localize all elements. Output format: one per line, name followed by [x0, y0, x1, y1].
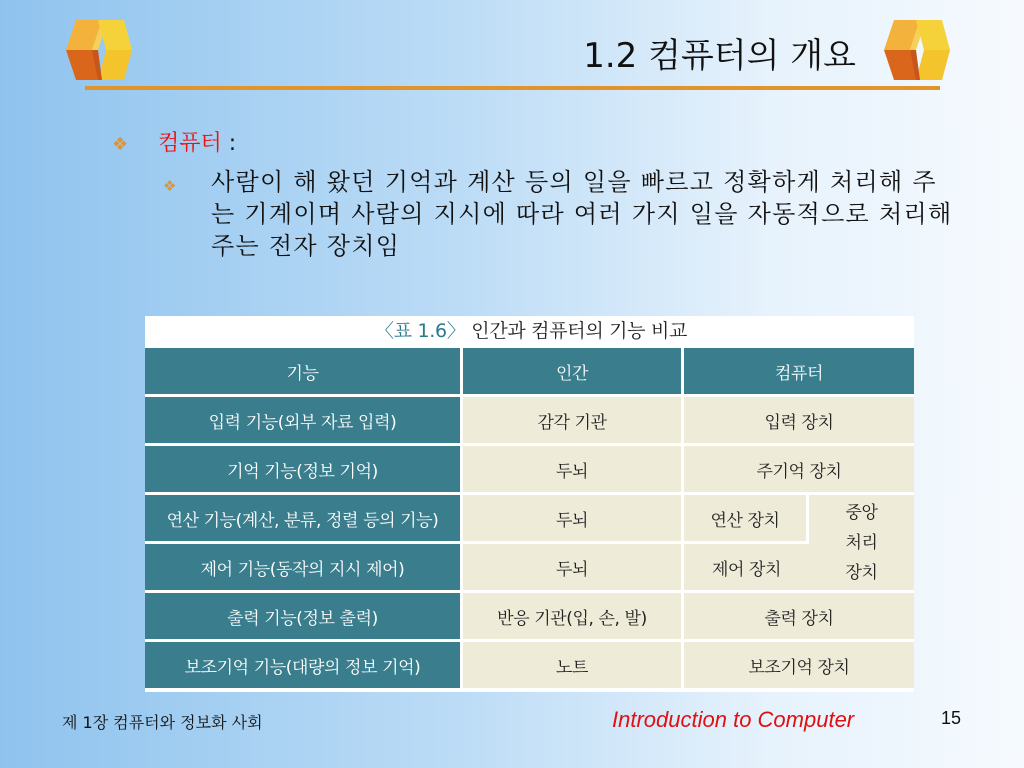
header-function: 기능: [145, 348, 463, 394]
row-computer: 출력 장치: [684, 593, 914, 639]
table-header-row: [145, 348, 914, 394]
row-human: 감각 기관: [463, 397, 684, 443]
table-row: [145, 642, 914, 688]
row-computer: 제어 장치: [684, 544, 809, 590]
row-function: 보조기억 기능(대량의 정보 기억): [145, 642, 463, 688]
term-separator: :: [221, 131, 237, 156]
bullet-computer: [112, 126, 236, 157]
diamond-bullet-icon: ❖: [163, 177, 177, 195]
header-computer: 컴퓨터: [684, 348, 914, 394]
table-caption-text: 인간과 컴퓨터의 기능 비교: [471, 320, 688, 342]
table-row: [145, 544, 914, 590]
merged-line: 처리: [845, 532, 878, 553]
cube-logo-icon: [880, 16, 952, 84]
table-row: [145, 397, 914, 443]
bullet-definition: [163, 166, 953, 262]
definition-text: 사람이 해 왔던 기억과 계산 등의 일을 빠르고 정확하게 처리해 주는 기계이며 사람의 지시에 따라 여러 가지 일을 자동적으로 처리해 주는 전자 장치임: [211, 168, 953, 260]
page-number: 15: [941, 708, 962, 728]
row-function: 연산 기능(계산, 분류, 정렬 등의 기능): [145, 495, 463, 541]
footer-course: Introduction to Computer: [612, 707, 855, 732]
footer-chapter: 제 1장 컴퓨터와 정보화 사회: [62, 713, 263, 732]
row-human: 두뇌: [463, 495, 684, 541]
comparison-table: [145, 345, 914, 691]
cube-logo-icon: [62, 16, 134, 84]
table-caption-number: 〈표 1.6〉: [375, 320, 466, 342]
row-human: 반응 기관(입, 손, 발): [463, 593, 684, 639]
table-row: [145, 593, 914, 639]
term-computer: 컴퓨터: [158, 131, 222, 156]
row-function: 기억 기능(정보 기억): [145, 446, 463, 492]
row-human: 두뇌: [463, 544, 684, 590]
row-function: 출력 기능(정보 출력): [145, 593, 463, 639]
row-computer: 보조기억 장치: [684, 642, 914, 688]
row-human: 두뇌: [463, 446, 684, 492]
row-human: 노트: [463, 642, 684, 688]
table-row: [145, 495, 914, 541]
row-function: 입력 기능(외부 자료 입력): [145, 397, 463, 443]
merged-line: 중앙: [845, 502, 878, 523]
row-computer: 연산 장치: [684, 495, 809, 541]
slide-title: 1.2 컴퓨터의 개요: [583, 36, 856, 76]
header-human: 인간: [463, 348, 684, 394]
table-row: [145, 446, 914, 492]
row-computer: 입력 장치: [684, 397, 914, 443]
row-computer: 주기억 장치: [684, 446, 914, 492]
row-function: 제어 기능(동작의 지시 제어): [145, 544, 463, 590]
diamond-bullet-icon: ❖: [112, 134, 129, 155]
merged-line: 장치: [845, 562, 878, 583]
title-underline: [85, 86, 940, 90]
comparison-table-figure: [145, 316, 914, 692]
table-caption: [375, 316, 687, 343]
merged-cpu-cell: [809, 495, 914, 590]
